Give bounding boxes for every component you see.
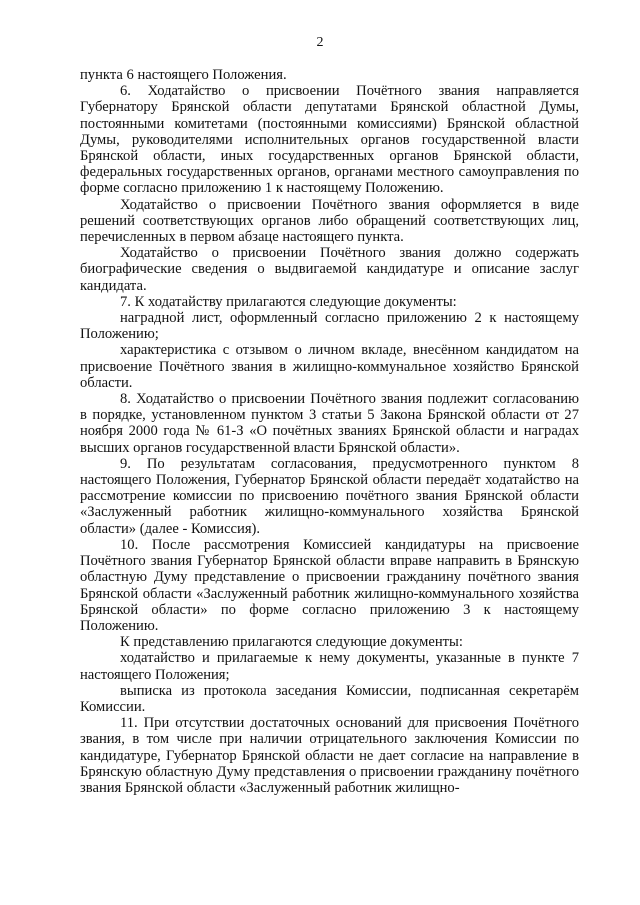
paragraph-characteristic: характеристика с отзывом о личном вкладе, внесённом кандидатом на присвоение Почётного звания в жилищно-коммунальное хозяйство Брянской области. xyxy=(80,342,579,391)
page-number: 2 xyxy=(316,35,324,50)
paragraph-item-10: 10. После рассмотрения Комиссией кандидатуры на присвоение Почётного звания Губернатор Брянской области вправе направить в Брянскую областную Думу представление о присвоении гражданину почётного звания Брянской области «Заслуженный работник жилищно-коммунального хозяйства Брянской области» по форме согласно приложению 3 к настоящему Положению. xyxy=(80,536,579,634)
paragraph-item-8: 8. Ходатайство о присвоении Почётного звания подлежит согласованию в порядке, установленном пунктом 3 статьи 5 Закона Брянской области от 27 ноября 2000 года № 61-З «О почётных званиях Брянской области и наградах высших органов государственной власти Брянской области». xyxy=(80,391,579,456)
paragraph-item-11: 11. При отсутствии достаточных оснований для присвоения Почётного звания, в том числе при наличии отрицательного заключения Комиссии по кандидатуре, Губернатор Брянской области не дает согласие на направление в Брянскую областную Думу представления о присвоении гражданину почётного звания Брянской области «Заслуженный работник жилищно- xyxy=(80,715,579,796)
paragraph-item-7: 7. К ходатайству прилагаются следующие документы: xyxy=(120,293,457,310)
paragraph-item-6: 6. Ходатайство о присвоении Почётного звания направляется Губернатору Брянской области депутатами Брянской областной Думы, постоянными комитетами (постоянными комиссиями) Брянской областной Думы, руководителями исполнительных органов государственной власти Брянской области, иных государственных органов Брянской области, федеральных государственных органов, органами местного самоуправления по форме согласно приложению 1 к настоящему Положению. xyxy=(80,83,579,197)
paragraph-attachments-intro: К представлению прилагаются следующие документы: xyxy=(120,634,463,651)
paragraph-item-9: 9. По результатам согласования, предусмотренного пунктом 8 настоящего Положения, Губернатор Брянской области передаёт ходатайство на рассмотрение комиссии по присвоению почётного звания Брянской области «Заслуженный работник жилищно-коммунального хозяйства Брянской области» (далее - Комиссия). xyxy=(80,455,579,537)
paragraph-continuation: пункта 6 настоящего Положения. xyxy=(80,67,287,83)
paragraph-petition-content: Ходатайство о присвоении Почётного звания должно содержать биографические сведения о выдвигаемой кандидатуре и описание заслуг кандидата. xyxy=(80,245,579,294)
paragraph-attachment-petition: ходатайство и прилагаемые к нему документы, указанные в пункте 7 настоящего Положения; xyxy=(80,650,579,683)
document-body xyxy=(80,67,579,796)
paragraph-attachment-protocol: выписка из протокола заседания Комиссии, подписанная секретарём Комиссии. xyxy=(80,682,579,715)
paragraph-petition-form: Ходатайство о присвоении Почётного звания оформляется в виде решений соответствующих органов либо обращений соответствующих лиц, перечисленных в первом абзаце настоящего пункта. xyxy=(80,196,579,246)
paragraph-award-sheet: наградной лист, оформленный согласно приложению 2 к настоящему Положению; xyxy=(80,310,579,343)
